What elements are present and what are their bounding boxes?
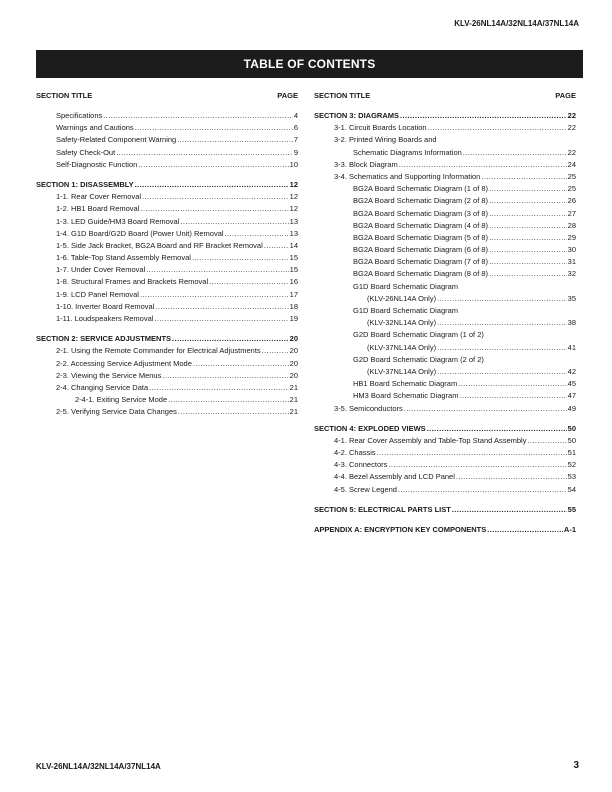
toc-entry-title: (KLV-32NL14A Only) — [367, 318, 437, 328]
toc-entry-title: BG2A Board Schematic Diagram (3 of 8) — [353, 208, 489, 218]
leader-dots — [103, 112, 293, 120]
toc-entry-title: (KLV-37NL14A Only) — [367, 342, 437, 352]
toc-entry-title: 1-3. LED Guide/HM3 Board Removal — [56, 216, 180, 226]
toc-entry[interactable] — [36, 149, 298, 161]
toc-entry[interactable] — [36, 278, 298, 290]
toc-column-right — [314, 92, 576, 538]
toc-entry-title: 2-3. Viewing the Service Menus — [56, 370, 162, 380]
leader-dots — [178, 408, 289, 416]
toc-list-right — [314, 112, 576, 538]
toc-entry-page: 49 — [567, 403, 576, 413]
toc-entry-title: SECTION 1: DISASSEMBLY — [36, 179, 134, 189]
page-title: TABLE OF CONTENTS — [243, 57, 376, 71]
leader-dots — [489, 234, 567, 242]
toc-entry-page: 10 — [289, 159, 298, 169]
leader-dots — [377, 449, 567, 457]
leader-dots — [489, 197, 567, 205]
toc-entry-title: HM3 Board Schematic Diagram — [353, 391, 459, 401]
leader-dots — [452, 506, 567, 514]
toc-entry-title: BG2A Board Schematic Diagram (6 of 8) — [353, 245, 489, 255]
leader-dots — [437, 319, 567, 327]
toc-entry-page: 22 — [567, 123, 576, 133]
toc-entry-page: 41 — [567, 342, 576, 352]
toc-entry-page: 45 — [567, 379, 576, 389]
toc-entry-title: 1-8. Structural Frames and Brackets Removal — [56, 277, 209, 287]
toc-entry-title: Warnings and Cautions — [56, 123, 134, 133]
leader-dots — [193, 360, 289, 368]
toc-entry-title: SECTION 2: SERVICE ADJUSTMENTS — [36, 334, 172, 344]
toc-entry-title: G1D Board Schematic Diagram — [353, 281, 459, 291]
leader-dots — [400, 112, 567, 120]
toc-entry-title: Self-Diagnostic Function — [56, 159, 138, 169]
toc-entry[interactable] — [314, 356, 576, 368]
leader-dots — [428, 124, 567, 132]
leader-dots — [458, 380, 566, 388]
leader-dots — [459, 392, 566, 400]
toc-entry-title: BG2A Board Schematic Diagram (2 of 8) — [353, 196, 489, 206]
leader-dots — [264, 242, 289, 250]
toc-entry-page: 50 — [567, 435, 576, 445]
toc-entry-page: 13 — [289, 216, 298, 226]
toc-entry-title: 3-4. Schematics and Supporting Information — [334, 171, 481, 181]
page-number: 3 — [573, 760, 579, 771]
leader-dots — [135, 181, 289, 189]
toc-entry-title: (KLV-26NL14A Only) — [367, 293, 437, 303]
leader-dots — [140, 205, 288, 213]
toc-entry[interactable] — [36, 218, 298, 230]
toc-entry-title: HB1 Board Schematic Diagram — [353, 379, 458, 389]
toc-entry-page: 12 — [289, 192, 298, 202]
toc-entry-title: G2D Board Schematic Diagram (2 of 2) — [353, 354, 484, 364]
toc-entry-title: SECTION 5: ELECTRICAL PARTS LIST — [314, 504, 451, 514]
toc-entry-title: G2D Board Schematic Diagram (1 of 2) — [353, 330, 484, 340]
toc-entry-page: 19 — [289, 314, 298, 323]
toc-entry[interactable] — [314, 307, 576, 319]
toc-entry-title: 3-5. Semiconductors — [334, 403, 403, 413]
toc-entry-page: 35 — [567, 293, 576, 303]
toc-entry-title: 1-10. Inverter Board Removal — [56, 301, 155, 311]
toc-entry-page: 18 — [289, 301, 298, 311]
leader-dots — [487, 526, 563, 534]
page-title-bar — [36, 50, 583, 78]
leader-dots — [398, 486, 567, 494]
toc-entry-title: APPENDIX A: ENCRYPTION KEY COMPONENTS — [314, 525, 487, 534]
toc-entry-title: (KLV-37NL14A Only) — [367, 366, 437, 376]
leader-dots — [180, 218, 288, 226]
leader-dots — [481, 173, 566, 181]
toc-entry-page: 12 — [289, 204, 298, 214]
toc-entry-page: 55 — [567, 504, 576, 514]
leader-dots — [437, 344, 567, 352]
leader-dots — [399, 161, 567, 169]
toc-entry[interactable] — [36, 291, 298, 303]
leader-dots — [404, 405, 567, 413]
toc-entry-page: 21 — [289, 395, 298, 405]
toc-entry-title: 4-2. Chassis — [334, 448, 376, 458]
toc-entry-page: 17 — [289, 289, 298, 299]
toc-entry-title: BG2A Board Schematic Diagram (1 of 8) — [353, 184, 489, 194]
toc-entry-title: BG2A Board Schematic Diagram (5 of 8) — [353, 232, 489, 242]
toc-entry-page: 25 — [567, 184, 576, 194]
leader-dots — [142, 193, 289, 201]
toc-entry-title: BG2A Board Schematic Diagram (8 of 8) — [353, 269, 489, 279]
toc-entry[interactable] — [314, 331, 576, 343]
toc-entry[interactable] — [36, 408, 298, 420]
leader-dots — [149, 384, 289, 392]
toc-entry[interactable] — [36, 205, 298, 217]
toc-entry[interactable] — [36, 347, 298, 359]
toc-entry[interactable] — [314, 283, 576, 295]
leader-dots — [489, 222, 567, 230]
toc-entry-page: 15 — [289, 253, 298, 263]
toc-entry-page: 54 — [567, 484, 576, 494]
toc-entry-title: 4-3. Connectors — [334, 460, 388, 470]
leader-dots — [437, 295, 567, 303]
toc-entry-title: 1-6. Table-Top Stand Assembly Removal — [56, 253, 191, 263]
toc-entry-title: 3-1. Circuit Boards Location — [334, 123, 427, 133]
toc-entry-page: 28 — [567, 220, 576, 230]
leader-dots — [388, 461, 566, 469]
toc-entry-page: 9 — [293, 147, 298, 157]
leader-dots — [262, 347, 289, 355]
toc-entry-title: 2-4. Changing Service Data — [56, 382, 149, 392]
toc-entry-title: BG2A Board Schematic Diagram (7 of 8) — [353, 257, 489, 267]
toc-entry-title: 2-5. Verifying Service Data Changes — [56, 407, 177, 417]
toc-entry-page: 47 — [567, 391, 576, 401]
leader-dots — [177, 136, 293, 144]
toc-entry[interactable] — [314, 392, 576, 404]
toc-entry-page: 24 — [567, 159, 576, 169]
toc-entry-title: SECTION 3: DIAGRAMS — [314, 111, 400, 120]
toc-entry-page: 4 — [293, 111, 298, 120]
toc-entry-title: 1-4. G1D Board/G2D Board (Power Unit) Removal — [56, 228, 224, 238]
toc-entry-title: 1-9. LCD Panel Removal — [56, 289, 139, 299]
toc-entry[interactable] — [314, 210, 576, 222]
toc-entry-page: 52 — [567, 460, 576, 470]
leader-dots — [209, 278, 289, 286]
toc-entry-page: 20 — [289, 370, 298, 380]
toc-entry-page: 13 — [289, 228, 298, 238]
toc-entry-title: 3-3. Block Diagram — [334, 159, 398, 169]
toc-section-entry[interactable] — [314, 526, 576, 538]
toc-entry[interactable] — [314, 136, 576, 148]
toc-entry[interactable] — [36, 161, 298, 173]
leader-dots — [140, 291, 289, 299]
toc-entry-page: 31 — [567, 257, 576, 267]
leader-dots — [135, 124, 293, 132]
toc-column-header — [36, 92, 298, 102]
toc-entry-title: 3-2. Printed Wiring Boards and — [334, 135, 437, 145]
toc-entry-page: 29 — [567, 232, 576, 242]
leader-dots — [437, 368, 567, 376]
leader-dots — [172, 335, 289, 343]
leader-dots — [155, 303, 288, 311]
leader-dots — [527, 437, 566, 445]
toc-entry-page: A-1 — [563, 525, 576, 534]
toc-entry[interactable] — [314, 486, 576, 498]
section-title-header: SECTION TITLE — [314, 91, 371, 100]
leader-dots — [489, 246, 567, 254]
toc-entry-title: 1-5. Side Jack Bracket, BG2A Board and RF Bracket Removal — [56, 240, 263, 250]
toc-entry-title: 1-1. Rear Cover Removal — [56, 192, 142, 202]
toc-entry-page: 30 — [567, 245, 576, 255]
toc-entry-page: 21 — [289, 407, 298, 417]
toc-entry-page: 27 — [567, 208, 576, 218]
toc-entry-title: BG2A Board Schematic Diagram (4 of 8) — [353, 220, 489, 230]
toc-list-left — [36, 112, 298, 421]
toc-column-header — [314, 92, 576, 102]
toc-entry-page: 20 — [289, 346, 298, 356]
toc-entry-title: 4-5. Screw Legend — [334, 484, 397, 494]
toc-entry-title: 4-1. Rear Cover Assembly and Table-Top Stand Assembly — [334, 435, 527, 445]
toc-entry[interactable] — [314, 197, 576, 209]
leader-dots — [154, 315, 288, 323]
leader-dots — [489, 270, 567, 278]
toc-entry-title: 2-2. Accessing Service Adjustment Mode — [56, 358, 192, 368]
leader-dots — [162, 372, 288, 380]
toc-entry-page: 15 — [289, 265, 298, 275]
toc-column-left — [36, 92, 298, 421]
toc-entry-title: 1-11. Loudspeakers Removal — [56, 314, 154, 323]
toc-entry[interactable] — [36, 360, 298, 372]
header-model-number: KLV-26NL14A/32NL14A/37NL14A — [454, 19, 579, 28]
toc-entry[interactable] — [314, 473, 576, 485]
toc-entry-page: 21 — [289, 382, 298, 392]
toc-entry-page: 12 — [289, 179, 298, 189]
toc-entry-title: SECTION 4: EXPLODED VIEWS — [314, 423, 426, 433]
leader-dots — [116, 149, 293, 157]
toc-entry-title: G1D Board Schematic Diagram — [353, 306, 459, 315]
toc-section-entry[interactable] — [314, 506, 576, 518]
toc-entry[interactable] — [314, 405, 576, 417]
toc-entry-title: 2-4-1. Exiting Service Mode — [75, 395, 168, 405]
toc-entry-page: 14 — [289, 240, 298, 250]
leader-dots — [138, 161, 288, 169]
leader-dots — [489, 258, 567, 266]
toc-entry-page: 51 — [567, 448, 576, 458]
leader-dots — [192, 254, 289, 262]
toc-entry-page: 25 — [567, 171, 576, 181]
toc-entry-page: 22 — [567, 147, 576, 157]
section-title-header: SECTION TITLE — [36, 91, 93, 100]
toc-entry[interactable] — [314, 149, 576, 161]
toc-entry-title: Safety-Related Component Warning — [56, 135, 177, 145]
leader-dots — [146, 266, 288, 274]
toc-entry-title: Schematic Diagrams Information — [353, 147, 462, 157]
page-header: PAGE — [277, 91, 298, 100]
toc-entry-page: 38 — [567, 318, 576, 328]
leader-dots — [463, 149, 567, 157]
toc-entry[interactable] — [314, 270, 576, 282]
leader-dots — [225, 230, 289, 238]
toc-entry-page: 7 — [293, 135, 298, 145]
toc-entry-page: 22 — [567, 111, 576, 120]
toc-entry-page: 6 — [293, 123, 298, 133]
toc-entry-title: 1-7. Under Cover Removal — [56, 265, 146, 275]
toc-entry-title: 4-4. Bezel Assembly and LCD Panel — [334, 472, 455, 482]
toc-entry[interactable] — [314, 344, 576, 356]
toc-entry-page: 42 — [567, 366, 576, 376]
toc-entry-title: 1-2. HB1 Board Removal — [56, 204, 140, 214]
toc-entry-page: 16 — [289, 277, 298, 287]
toc-entry-page: 20 — [289, 358, 298, 368]
toc-entry[interactable] — [36, 315, 298, 327]
toc-entry-page: 50 — [567, 423, 576, 433]
toc-entry-page: 26 — [567, 196, 576, 206]
toc-entry-page: 53 — [567, 472, 576, 482]
leader-dots — [427, 425, 567, 433]
toc-entry[interactable] — [36, 136, 298, 148]
page-header: PAGE — [555, 91, 576, 100]
toc-entry-title: Safety Check-Out — [56, 147, 116, 157]
footer-model-number: KLV-26NL14A/32NL14A/37NL14A — [36, 762, 161, 771]
toc-entry-title: 2-1. Using the Remote Commander for Electrical Adjustments — [56, 346, 261, 356]
toc-entry-page: 20 — [289, 334, 298, 344]
leader-dots — [456, 473, 567, 481]
toc-entry-title: Specifications — [56, 111, 103, 120]
leader-dots — [489, 185, 567, 193]
leader-dots — [489, 210, 567, 218]
leader-dots — [168, 396, 289, 404]
toc-entry-page: 32 — [567, 269, 576, 279]
